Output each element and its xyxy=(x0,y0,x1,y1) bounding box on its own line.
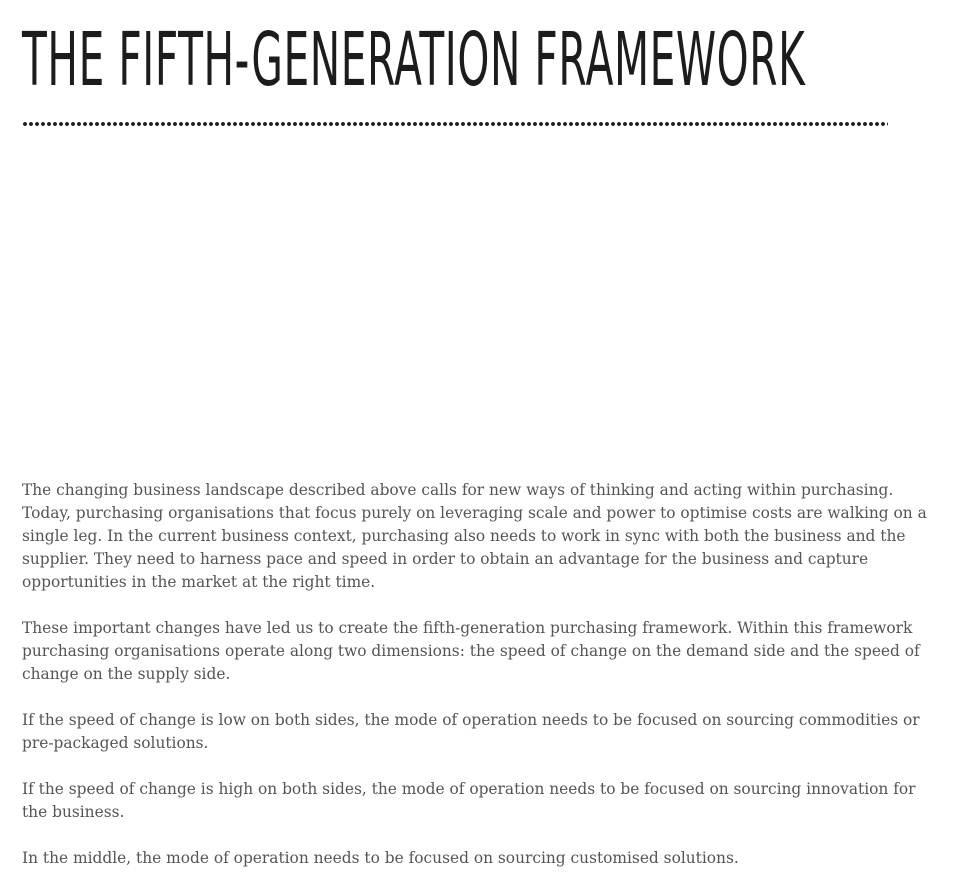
body-paragraph: The changing business landscape described above calls for new ways of thinking and acting within purchasing. Today, purchasing organisations that focus purely on leveraging scale and power to optimise costs are walking on a single leg. In the current business context, purchasing also needs to work in sync with both the business and the supplier. They need to harness pace and speed in order to obtain an advantage for the business and capture opportunities in the market at the right time. xyxy=(22,481,927,591)
dotted-divider xyxy=(22,120,888,128)
body-paragraph: These important changes have led us to create the fifth-generation purchasing framework. Within this framework purchasing organisations operate along two dimensions: the speed of change on the demand side and the speed of change on the supply side. xyxy=(22,619,920,683)
article-body xyxy=(22,479,934,870)
page-title: THE FIFTH-GENERATION FRAMEWORK xyxy=(22,17,806,103)
body-paragraph: If the speed of change is high on both sides, the mode of operation needs to be focused on sourcing innovation for the business. xyxy=(22,780,916,821)
body-paragraph: If the speed of change is low on both sides, the mode of operation needs to be focused on sourcing commodities or pre-packaged solutions. xyxy=(22,711,920,752)
body-paragraph: In the middle, the mode of operation needs to be focused on sourcing customised solutions. xyxy=(22,849,739,867)
